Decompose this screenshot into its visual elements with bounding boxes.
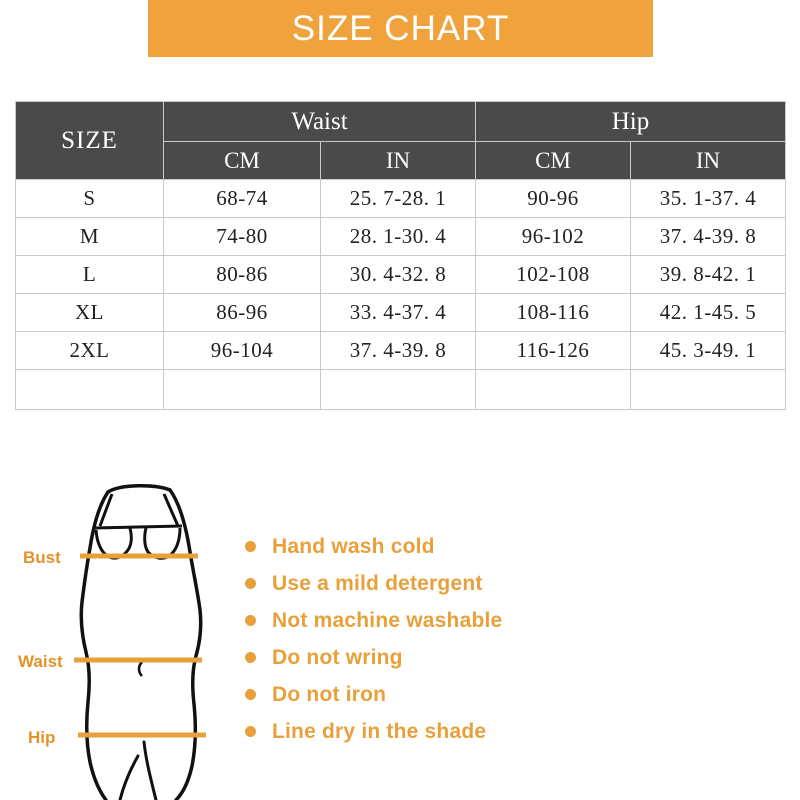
list-item — [245, 602, 765, 639]
cell-size: L — [16, 256, 164, 294]
table-body — [16, 180, 786, 410]
table-row — [16, 180, 786, 218]
cell-waist-in: 30. 4-32. 8 — [321, 256, 476, 294]
bullet-icon — [245, 689, 256, 700]
care-section — [0, 460, 800, 800]
bullet-icon — [245, 652, 256, 663]
cell-hip-in: 42. 1-45. 5 — [631, 294, 786, 332]
care-instruction-text: Hand wash cold — [272, 534, 435, 558]
body-measurement-figure — [20, 470, 270, 800]
care-instruction-text: Use a mild detergent — [272, 571, 483, 595]
title-banner — [148, 0, 653, 57]
label-bust: Bust — [23, 548, 61, 567]
cell-waist-cm: 68-74 — [164, 180, 321, 218]
header-size: SIZE — [16, 102, 164, 180]
size-table-container — [15, 101, 785, 410]
cell-hip-in: 35. 1-37. 4 — [631, 180, 786, 218]
cell-hip-cm: 108-116 — [476, 294, 631, 332]
cell-size: S — [16, 180, 164, 218]
table-row — [16, 218, 786, 256]
label-waist: Waist — [18, 652, 63, 671]
cell-waist-in: 28. 1-30. 4 — [321, 218, 476, 256]
cell-waist-cm: 86-96 — [164, 294, 321, 332]
table-row — [16, 332, 786, 370]
cell-empty — [476, 370, 631, 410]
care-instruction-text: Not machine washable — [272, 608, 503, 632]
page-title: SIZE CHART — [291, 8, 510, 48]
care-instruction-text: Do not iron — [272, 682, 387, 706]
care-instruction-text: Do not wring — [272, 645, 403, 669]
list-item — [245, 528, 765, 565]
care-instructions-list — [245, 528, 765, 750]
cell-hip-in: 39. 8-42. 1 — [631, 256, 786, 294]
cell-waist-in: 33. 4-37. 4 — [321, 294, 476, 332]
cell-hip-in: 45. 3-49. 1 — [631, 332, 786, 370]
table-row-blank — [16, 370, 786, 410]
size-table — [15, 101, 786, 410]
bullet-icon — [245, 541, 256, 552]
cell-size: 2XL — [16, 332, 164, 370]
cell-empty — [631, 370, 786, 410]
table-header — [16, 102, 786, 180]
cell-hip-cm: 116-126 — [476, 332, 631, 370]
bullet-icon — [245, 615, 256, 626]
cell-waist-in: 37. 4-39. 8 — [321, 332, 476, 370]
cell-waist-cm: 96-104 — [164, 332, 321, 370]
cell-empty — [321, 370, 476, 410]
cell-waist-in: 25. 7-28. 1 — [321, 180, 476, 218]
label-hip: Hip — [28, 728, 56, 747]
table-row — [16, 256, 786, 294]
care-instruction-text: Line dry in the shade — [272, 719, 487, 743]
cell-hip-in: 37. 4-39. 8 — [631, 218, 786, 256]
list-item — [245, 713, 765, 750]
cell-size: XL — [16, 294, 164, 332]
header-unit-waist-in: IN — [321, 142, 476, 180]
table-row — [16, 294, 786, 332]
bullet-icon — [245, 726, 256, 737]
cell-hip-cm: 90-96 — [476, 180, 631, 218]
bullet-icon — [245, 578, 256, 589]
header-unit-waist-cm: CM — [164, 142, 321, 180]
header-unit-hip-cm: CM — [476, 142, 631, 180]
header-group-waist: Waist — [164, 102, 476, 142]
cell-hip-cm: 96-102 — [476, 218, 631, 256]
list-item — [245, 676, 765, 713]
cell-empty — [164, 370, 321, 410]
female-body-outline-icon — [20, 470, 270, 800]
cell-waist-cm: 74-80 — [164, 218, 321, 256]
list-item — [245, 639, 765, 676]
cell-empty — [16, 370, 164, 410]
cell-size: M — [16, 218, 164, 256]
cell-waist-cm: 80-86 — [164, 256, 321, 294]
cell-hip-cm: 102-108 — [476, 256, 631, 294]
list-item — [245, 565, 765, 602]
header-unit-hip-in: IN — [631, 142, 786, 180]
header-group-hip: Hip — [476, 102, 786, 142]
